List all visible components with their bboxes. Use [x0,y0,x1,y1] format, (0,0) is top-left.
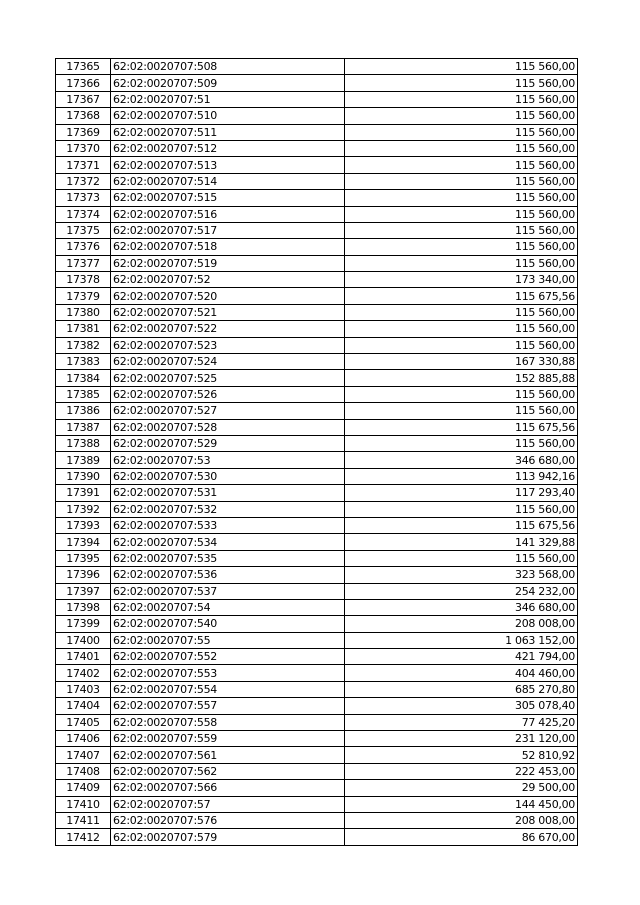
cadastral-value-cell: 323 568,00 [345,567,578,583]
row-number-cell: 17410 [56,796,111,812]
table-row [56,599,578,615]
row-number-cell: 17390 [56,468,111,484]
row-number-cell: 17400 [56,632,111,648]
row-number-cell: 17378 [56,272,111,288]
cadastral-value-cell: 115 560,00 [345,435,578,451]
row-number-cell: 17381 [56,321,111,337]
row-number-cell: 17367 [56,91,111,107]
cadastral-number-cell: 62:02:0020707:52 [111,272,345,288]
table-row [56,796,578,812]
row-number-cell: 17408 [56,763,111,779]
cadastral-value-cell: 115 560,00 [345,91,578,107]
row-number-cell: 17373 [56,190,111,206]
row-number-cell: 17384 [56,370,111,386]
cadastral-value-cell: 115 560,00 [345,501,578,517]
cadastral-value-cell: 208 008,00 [345,812,578,828]
table-row [56,108,578,124]
table-row [56,517,578,533]
cadastral-value-cell: 115 675,56 [345,288,578,304]
cadastral-value-cell: 404 460,00 [345,665,578,681]
table-row [56,157,578,173]
cadastral-value-cell: 115 560,00 [345,190,578,206]
cadastral-value-cell: 254 232,00 [345,583,578,599]
table-row [56,632,578,648]
table-row [56,583,578,599]
table-row [56,239,578,255]
cadastral-value-cell: 144 450,00 [345,796,578,812]
table-body [56,59,578,846]
cadastral-number-cell: 62:02:0020707:536 [111,567,345,583]
table-row [56,304,578,320]
row-number-cell: 17375 [56,222,111,238]
cadastral-value-cell: 173 340,00 [345,272,578,288]
cadastral-value-cell: 115 560,00 [345,157,578,173]
cadastral-value-cell: 115 560,00 [345,108,578,124]
cadastral-value-cell: 86 670,00 [345,829,578,845]
cadastral-value-cell: 52 810,92 [345,747,578,763]
cadastral-value-cell: 113 942,16 [345,468,578,484]
table-row [56,222,578,238]
table-row [56,812,578,828]
cadastral-value-cell: 305 078,40 [345,698,578,714]
row-number-cell: 17409 [56,780,111,796]
cadastral-number-cell: 62:02:0020707:535 [111,550,345,566]
cadastral-number-cell: 62:02:0020707:53 [111,452,345,468]
table-row [56,616,578,632]
cadastral-value-cell: 115 560,00 [345,321,578,337]
cadastral-number-cell: 62:02:0020707:554 [111,681,345,697]
row-number-cell: 17385 [56,386,111,402]
row-number-cell: 17404 [56,698,111,714]
cadastral-value-cell: 115 560,00 [345,59,578,75]
cadastral-number-cell: 62:02:0020707:537 [111,583,345,599]
cadastral-number-cell: 62:02:0020707:579 [111,829,345,845]
cadastral-value-cell: 208 008,00 [345,616,578,632]
table-row [56,386,578,402]
row-number-cell: 17405 [56,714,111,730]
row-number-cell: 17366 [56,75,111,91]
cadastral-value-cell: 152 885,88 [345,370,578,386]
table-row [56,435,578,451]
cadastral-number-cell: 62:02:0020707:552 [111,649,345,665]
row-number-cell: 17389 [56,452,111,468]
cadastral-number-cell: 62:02:0020707:51 [111,91,345,107]
table-row [56,567,578,583]
row-number-cell: 17377 [56,255,111,271]
row-number-cell: 17394 [56,534,111,550]
cadastral-value-cell: 115 560,00 [345,239,578,255]
table-row [56,501,578,517]
table-row [56,124,578,140]
row-number-cell: 17402 [56,665,111,681]
cadastral-value-cell: 77 425,20 [345,714,578,730]
row-number-cell: 17369 [56,124,111,140]
cadastral-number-cell: 62:02:0020707:576 [111,812,345,828]
cadastral-value-cell: 29 500,00 [345,780,578,796]
cadastral-number-cell: 62:02:0020707:533 [111,517,345,533]
cadastral-number-cell: 62:02:0020707:513 [111,157,345,173]
table-row [56,190,578,206]
row-number-cell: 17393 [56,517,111,533]
row-number-cell: 17380 [56,304,111,320]
table-row [56,288,578,304]
cadastral-number-cell: 62:02:0020707:525 [111,370,345,386]
table-row [56,354,578,370]
table-row [56,714,578,730]
cadastral-number-cell: 62:02:0020707:54 [111,599,345,615]
cadastral-number-cell: 62:02:0020707:510 [111,108,345,124]
cadastral-number-cell: 62:02:0020707:523 [111,337,345,353]
table-row [56,731,578,747]
table-row [56,452,578,468]
table-row [56,403,578,419]
table-row [56,698,578,714]
cadastral-number-cell: 62:02:0020707:557 [111,698,345,714]
cadastral-number-cell: 62:02:0020707:528 [111,419,345,435]
cadastral-value-cell: 115 560,00 [345,403,578,419]
cadastral-value-cell: 115 560,00 [345,222,578,238]
row-number-cell: 17395 [56,550,111,566]
cadastral-value-cell: 115 560,00 [345,550,578,566]
row-number-cell: 17383 [56,354,111,370]
cadastral-number-cell: 62:02:0020707:514 [111,173,345,189]
table-row [56,173,578,189]
cadastral-number-cell: 62:02:0020707:509 [111,75,345,91]
table-row [56,681,578,697]
cadastral-value-cell: 115 560,00 [345,75,578,91]
cadastral-number-cell: 62:02:0020707:524 [111,354,345,370]
cadastral-number-cell: 62:02:0020707:540 [111,616,345,632]
row-number-cell: 17388 [56,435,111,451]
cadastral-value-cell: 167 330,88 [345,354,578,370]
table-row [56,763,578,779]
cadastral-number-cell: 62:02:0020707:562 [111,763,345,779]
row-number-cell: 17396 [56,567,111,583]
table-row [56,780,578,796]
row-number-cell: 17374 [56,206,111,222]
table-row [56,272,578,288]
row-number-cell: 17387 [56,419,111,435]
cadastral-value-cell: 421 794,00 [345,649,578,665]
row-number-cell: 17411 [56,812,111,828]
row-number-cell: 17403 [56,681,111,697]
cadastral-number-cell: 62:02:0020707:521 [111,304,345,320]
cadastral-number-cell: 62:02:0020707:516 [111,206,345,222]
row-number-cell: 17401 [56,649,111,665]
row-number-cell: 17386 [56,403,111,419]
cadastral-value-cell: 115 560,00 [345,337,578,353]
cadastral-value-cell: 115 560,00 [345,304,578,320]
cadastral-number-cell: 62:02:0020707:566 [111,780,345,796]
row-number-cell: 17397 [56,583,111,599]
cadastral-value-cell: 115 560,00 [345,173,578,189]
table-row [56,59,578,75]
cadastral-value-cell: 346 680,00 [345,452,578,468]
cadastral-number-cell: 62:02:0020707:553 [111,665,345,681]
cadastral-value-cell: 1 063 152,00 [345,632,578,648]
cadastral-value-cell: 115 560,00 [345,255,578,271]
table-row [56,649,578,665]
cadastral-value-cell: 115 560,00 [345,386,578,402]
table-row [56,140,578,156]
cadastral-number-cell: 62:02:0020707:519 [111,255,345,271]
table-row [56,337,578,353]
cadastral-number-cell: 62:02:0020707:529 [111,435,345,451]
table-row [56,829,578,845]
row-number-cell: 17372 [56,173,111,189]
table-row [56,91,578,107]
cadastral-number-cell: 62:02:0020707:559 [111,731,345,747]
cadastral-value-cell: 115 560,00 [345,140,578,156]
row-number-cell: 17407 [56,747,111,763]
cadastral-number-cell: 62:02:0020707:530 [111,468,345,484]
row-number-cell: 17412 [56,829,111,845]
cadastral-value-cell: 346 680,00 [345,599,578,615]
row-number-cell: 17376 [56,239,111,255]
cadastral-number-cell: 62:02:0020707:517 [111,222,345,238]
table-row [56,468,578,484]
cadastral-value-cell: 685 270,80 [345,681,578,697]
cadastral-number-cell: 62:02:0020707:534 [111,534,345,550]
row-number-cell: 17406 [56,731,111,747]
table-row [56,206,578,222]
row-number-cell: 17365 [56,59,111,75]
cadastral-number-cell: 62:02:0020707:526 [111,386,345,402]
table-row [56,370,578,386]
cadastral-number-cell: 62:02:0020707:532 [111,501,345,517]
cadastral-number-cell: 62:02:0020707:515 [111,190,345,206]
cadastral-value-cell: 231 120,00 [345,731,578,747]
cadastral-value-cell: 141 329,88 [345,534,578,550]
table-row [56,550,578,566]
table-row [56,75,578,91]
cadastral-number-cell: 62:02:0020707:520 [111,288,345,304]
table-row [56,534,578,550]
table-row [56,255,578,271]
table-row [56,419,578,435]
table-row [56,485,578,501]
cadastral-value-cell: 115 675,56 [345,517,578,533]
cadastral-number-cell: 62:02:0020707:508 [111,59,345,75]
row-number-cell: 17371 [56,157,111,173]
row-number-cell: 17398 [56,599,111,615]
cadastral-value-cell: 117 293,40 [345,485,578,501]
cadastral-number-cell: 62:02:0020707:561 [111,747,345,763]
cadastral-number-cell: 62:02:0020707:522 [111,321,345,337]
cadastral-number-cell: 62:02:0020707:518 [111,239,345,255]
cadastral-number-cell: 62:02:0020707:531 [111,485,345,501]
cadastral-number-cell: 62:02:0020707:527 [111,403,345,419]
row-number-cell: 17379 [56,288,111,304]
row-number-cell: 17399 [56,616,111,632]
row-number-cell: 17382 [56,337,111,353]
cadastral-number-cell: 62:02:0020707:558 [111,714,345,730]
cadastral-value-cell: 115 675,56 [345,419,578,435]
row-number-cell: 17391 [56,485,111,501]
cadastral-number-cell: 62:02:0020707:511 [111,124,345,140]
cadastral-number-cell: 62:02:0020707:55 [111,632,345,648]
row-number-cell: 17392 [56,501,111,517]
cadastral-value-cell: 222 453,00 [345,763,578,779]
cadastral-value-table [55,58,578,846]
cadastral-value-cell: 115 560,00 [345,124,578,140]
row-number-cell: 17368 [56,108,111,124]
cadastral-number-cell: 62:02:0020707:57 [111,796,345,812]
table-row [56,321,578,337]
cadastral-value-cell: 115 560,00 [345,206,578,222]
table-row [56,665,578,681]
table-row [56,747,578,763]
row-number-cell: 17370 [56,140,111,156]
cadastral-number-cell: 62:02:0020707:512 [111,140,345,156]
